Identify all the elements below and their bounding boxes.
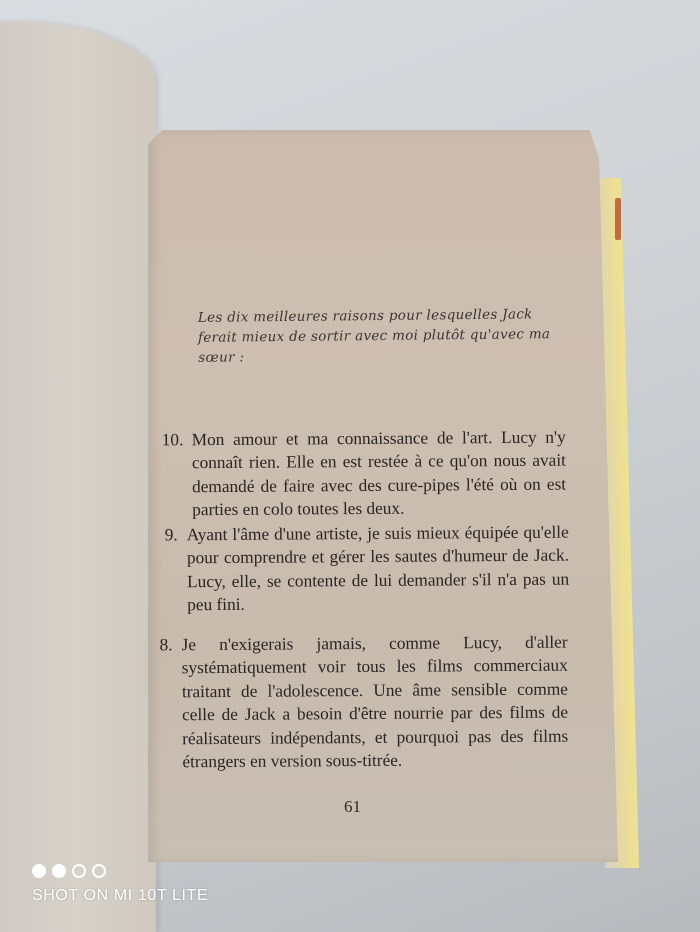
list-item-10: [162, 426, 567, 522]
dot-filled-icon: [52, 864, 66, 878]
list-item-9: [165, 521, 570, 617]
item-text: Mon amour et ma connaissance de l'art. Lucy n'y connaît rien. Elle en est restée à ce qu'on nous avait demandé de faire avec des cure-pipes l'été où on est parties en colo toutes les deux.: [191, 427, 567, 520]
dot-hollow-icon: [92, 864, 106, 878]
camera-watermark: [32, 864, 208, 905]
item-number: 10.: [161, 430, 184, 450]
item-text: Ayant l'âme d'une artiste, je suis mieux équipée qu'elle pour comprendre et gérer les sautes d'humeur de Jack. Lucy, elle, se contente de lui demander s'il n'a pas un peu fini.: [186, 522, 570, 615]
bookmark-edge: [615, 198, 621, 240]
page-number: 61: [344, 797, 361, 816]
item-text: Je n'exigerais jamais, comme Lucy, d'aller systématiquement voir tous les films commerciaux traitant de l'adolescence. Une âme sensible comme celle de Jack a besoin d'être nourrie par des films de réalisateurs indépendants, et pourquoi pas des films étrangers en version sous-titrée.: [181, 632, 569, 772]
dot-filled-icon: [32, 864, 46, 878]
left-page: [0, 22, 156, 932]
list-item-8: [160, 631, 569, 774]
watermark-text: SHOT ON MI 10T LITE: [32, 887, 209, 904]
item-number: 8.: [159, 635, 173, 655]
list-heading: Les dix meilleures raisons pour lesquelles Jack ferait mieux de sortir avec moi plutôt qu'avec ma sœur :: [197, 306, 551, 366]
watermark-dots: [32, 864, 208, 878]
dot-hollow-icon: [72, 864, 86, 878]
item-number: 9.: [164, 525, 178, 545]
